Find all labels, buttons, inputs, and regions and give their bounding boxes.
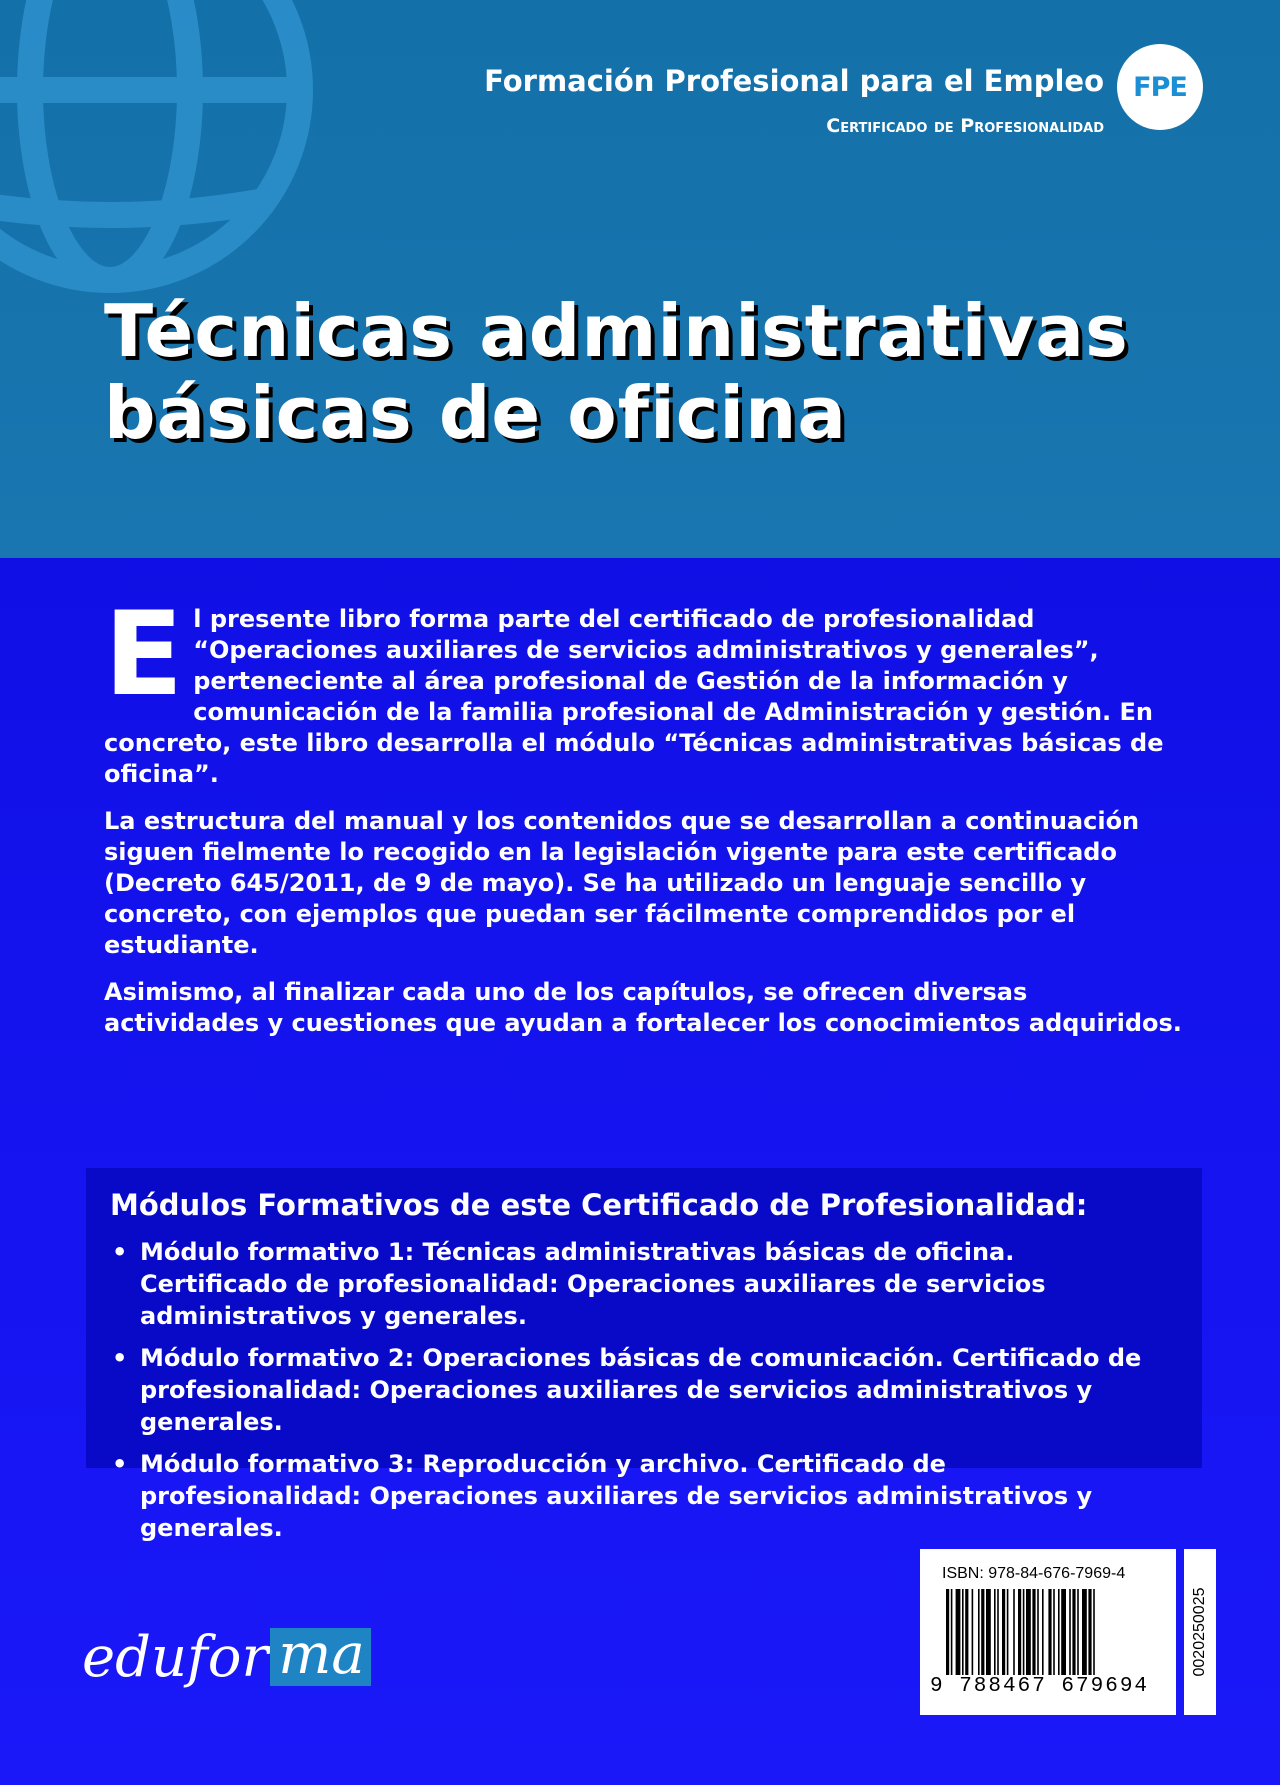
barcode-bar [994,1589,996,1675]
publisher-logo [82,1622,371,1690]
barcode-bar [981,1589,984,1675]
barcode-bar [1061,1589,1066,1675]
bullet-icon: • [112,1238,128,1266]
barcode-bar [962,1589,964,1675]
barcode-bar [1072,1589,1075,1675]
barcode-bar [1053,1589,1055,1675]
barcode-bar [997,1589,999,1675]
product-code: 0020250025 [1191,1587,1208,1677]
barcode-box [920,1549,1176,1715]
fpe-logo [1117,44,1203,130]
module-item-1-text: Módulo formativo 1: Técnicas administrativas básicas de oficina. Certificado de profesionalidad: Operaciones auxiliares de servicios administrativos y generales. [140,1238,1046,1330]
barcode-bar [956,1589,961,1675]
book-title-line-1: Técnicas administrativas [104,289,1129,373]
barcode-bar [1048,1589,1051,1675]
publisher-name-main: edufor [82,1625,269,1690]
barcode-bar [1013,1589,1015,1675]
publisher-name-tail: ma [270,1628,371,1686]
barcode-bar [1002,1589,1005,1675]
bullet-icon: • [112,1344,128,1372]
intro-paragraph-3: Asimismo, al finalizar cada uno de los capítulos, se ofrecen diversas actividades y cuestiones que ayudan a fortalecer los conocimientos adquiridos. [104,978,1182,1037]
barcode-bar [951,1589,953,1675]
barcode-number: 9 788467 679694 [930,1675,1150,1698]
intro-paragraph-1-text: l presente libro forma parte del certificado de profesionalidad “Operaciones auxiliares de servicios administrativos y generales”, perteneciente al área profesional de Gestión de la información y comunicación de la familia profesional de Administración y gestión. En concreto, este libro desarrolla el módulo “Técnicas administrativas básicas de oficina”. [104,605,1164,788]
barcode-bar [1069,1589,1071,1675]
barcode-bar [1077,1589,1079,1675]
intro-paragraph-2: La estructura del manual y los contenidos que se desarrollan a continuación siguen fielmente lo recogido en la legislación vigente para este certificado (Decreto 645/2011, de 9 de mayo). Se ha utilizado un lenguaje sencillo y concreto, con ejemplos que puedan ser fácilmente comprendidos por el estudiante. [104,807,1140,959]
bullet-icon: • [112,1450,128,1478]
modules-title: Módulos Formativos de este Certificado de Profesionalidad: [110,1188,1088,1222]
fpe-logo-text: FPE [1133,71,1187,103]
barcode-image [946,1589,1146,1675]
intro-paragraph-1 [104,587,1184,790]
module-item-3 [110,1448,1160,1544]
drop-cap: E [104,587,184,722]
program-title: Formación Profesional para el Empleo [484,64,1104,98]
barcode-bar [972,1589,974,1675]
barcode-bar [1093,1589,1095,1675]
barcode-bar [1032,1589,1035,1675]
module-item-3-text: Módulo formativo 3: Reproducción y archivo. Certificado de profesionalidad: Operaciones auxiliares de servicios administrativos y generales. [140,1450,1093,1542]
barcode-bar [946,1589,949,1675]
modules-list [110,1236,1160,1554]
barcode-bar [1082,1589,1087,1675]
barcode-bar [1023,1589,1025,1675]
isbn-label: ISBN: 978-84-676-7969-4 [942,1565,1126,1582]
intro-text [104,587,1184,1055]
certificate-subtitle: Certificado de Profesionalidad [826,115,1104,137]
barcode-bar [978,1589,980,1675]
book-title-line-2: básicas de oficina [104,371,847,455]
barcode-bar [1088,1589,1091,1675]
barcode-bar [1018,1589,1021,1675]
product-code-box [1184,1549,1216,1715]
module-item-2-text: Módulo formativo 2: Operaciones básicas de comunicación. Certificado de profesionalidad: Operaciones auxiliares de servicios administrativos y generales. [140,1344,1142,1436]
barcode-bar [1042,1589,1044,1675]
module-item-2 [110,1342,1160,1438]
module-item-1 [110,1236,1160,1332]
barcode-bar [965,1589,968,1675]
barcode-bar [1007,1589,1009,1675]
barcode-bar [1026,1589,1031,1675]
modules-box [86,1168,1202,1542]
barcode-bar [1037,1589,1039,1675]
book-title [104,290,1129,454]
header-band [0,0,1280,558]
barcode-bar [1058,1589,1060,1675]
barcode-bar [986,1589,991,1675]
